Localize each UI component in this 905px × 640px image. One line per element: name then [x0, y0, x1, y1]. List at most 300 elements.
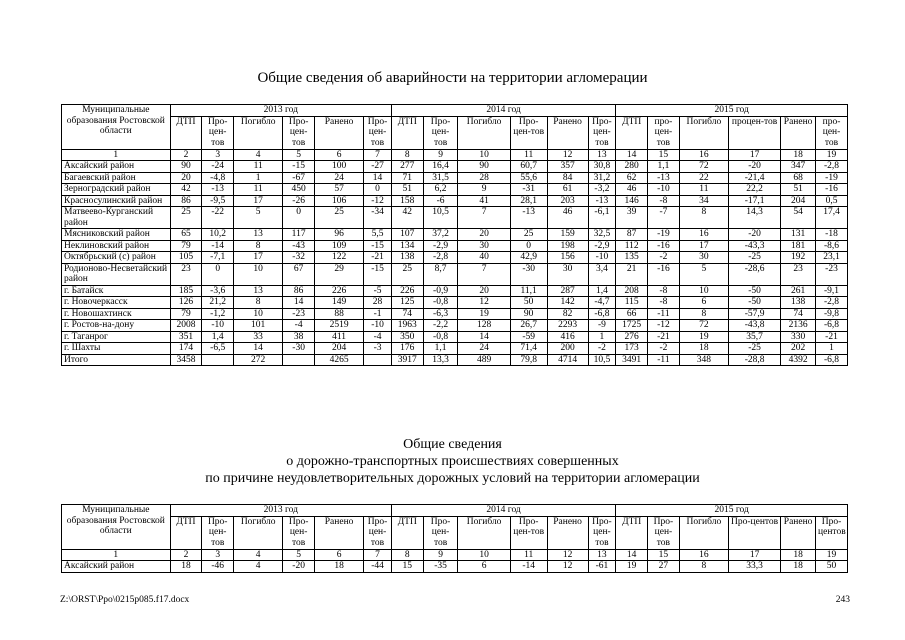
table-cell: -57,9	[728, 308, 780, 320]
district-name: Неклиновский район	[62, 240, 171, 252]
table-cell: 17	[679, 240, 728, 252]
table-cell: 350	[391, 331, 423, 343]
table-cell: 204	[315, 343, 364, 355]
table-cell: 25	[170, 207, 202, 229]
table-cell: 226	[391, 285, 423, 297]
table-cell: 272	[234, 354, 283, 366]
table-cell: -28,6	[728, 263, 780, 285]
table-cell: -50	[728, 297, 780, 309]
year-header: 2013 год	[170, 105, 391, 117]
table-row	[62, 252, 848, 264]
column-number: 14	[616, 149, 648, 161]
column-number: 16	[679, 149, 728, 161]
table-row	[62, 297, 848, 309]
table-cell: 1,4	[588, 285, 616, 297]
table-cell: 21	[616, 263, 648, 285]
table-cell: 158	[391, 195, 423, 207]
table-cell: 174	[170, 343, 202, 355]
section-title-line: Общие сведения	[403, 437, 502, 452]
road-conditions-table	[61, 504, 848, 573]
column-number: 16	[679, 549, 728, 561]
column-number: 5	[283, 149, 315, 161]
table-cell: -7,1	[202, 252, 234, 264]
table-cell: 106	[315, 195, 364, 207]
table-cell: 71	[391, 172, 423, 184]
column-number: 11	[510, 149, 547, 161]
table-cell: -20	[728, 229, 780, 241]
column-number: 13	[588, 149, 616, 161]
column-number: 3	[202, 149, 234, 161]
table-cell: 96	[315, 229, 364, 241]
column-number: 1	[62, 549, 171, 561]
table-cell: -14	[202, 240, 234, 252]
table-cell: 25	[315, 207, 364, 229]
column-header: Про-центов	[816, 516, 848, 549]
table-cell: 8	[679, 207, 728, 229]
table-cell: -16	[816, 184, 848, 196]
table-cell: 3458	[170, 354, 202, 366]
column-number: 4	[234, 549, 283, 561]
table-cell: -1,2	[202, 308, 234, 320]
column-header: Погибло	[679, 516, 728, 549]
table-cell: -2,8	[816, 297, 848, 309]
table-row	[62, 184, 848, 196]
table-cell: 22	[679, 172, 728, 184]
table-cell: -21	[648, 331, 680, 343]
district-name: Октябрьский (с) район	[62, 252, 171, 264]
header-row	[62, 105, 848, 117]
table-row	[62, 240, 848, 252]
year-header: 2013 год	[170, 505, 391, 517]
column-header: ДТП	[170, 116, 202, 149]
table-cell: 5	[234, 207, 283, 229]
table-cell: 50	[510, 297, 547, 309]
table-cell: 0	[510, 240, 547, 252]
column-header: Ранено	[781, 116, 816, 149]
column-header: про-цен-тов	[648, 116, 680, 149]
table-cell: 65	[170, 229, 202, 241]
column-header: Погибло	[458, 116, 510, 149]
year-header: 2014 год	[391, 105, 615, 117]
table-cell: 287	[547, 285, 588, 297]
table-cell: 117	[283, 229, 315, 241]
section-title-line: по причине неудовлетворительных дорожных условий на территории агломерации	[205, 471, 700, 486]
table-cell: 226	[315, 285, 364, 297]
table-cell: -13	[202, 184, 234, 196]
table-cell: 277	[391, 161, 423, 173]
table-cell: 14	[283, 297, 315, 309]
column-header: Ранено	[315, 116, 364, 149]
table-cell: 87	[616, 229, 648, 241]
table-cell: 109	[315, 240, 364, 252]
table-cell: -25	[728, 252, 780, 264]
table-cell: -3	[364, 343, 392, 355]
table-cell: 10	[234, 308, 283, 320]
table-cell: 192	[781, 252, 816, 264]
table-cell: 6,2	[423, 184, 458, 196]
table-cell: 12	[547, 561, 588, 573]
column-number: 7	[364, 149, 392, 161]
table-cell: -2,2	[423, 320, 458, 332]
table-cell: 100	[315, 161, 364, 173]
column-number: 19	[816, 549, 848, 561]
table-row	[62, 161, 848, 173]
table-cell: 79	[170, 308, 202, 320]
table-cell: 17	[234, 252, 283, 264]
table-cell: -10	[364, 320, 392, 332]
table-cell: 200	[547, 343, 588, 355]
table-cell: 11	[679, 184, 728, 196]
table-cell: 203	[547, 195, 588, 207]
year-header: 2014 год	[391, 505, 615, 517]
table-cell: -43,3	[728, 240, 780, 252]
table-cell: 101	[234, 320, 283, 332]
table-cell: 79,8	[510, 354, 547, 366]
table-cell: 4714	[547, 354, 588, 366]
table-cell: 122	[315, 252, 364, 264]
table-cell: 54	[781, 207, 816, 229]
table-cell: 90	[170, 161, 202, 173]
table-cell: 38	[283, 331, 315, 343]
district-name: г. Новошахтинск	[62, 308, 171, 320]
table-cell: 19	[458, 308, 510, 320]
table-cell: 82	[547, 308, 588, 320]
table-cell: -6,1	[588, 207, 616, 229]
column-header: Ранено	[547, 516, 588, 549]
column-number: 6	[315, 149, 364, 161]
column-number: 2	[170, 549, 202, 561]
table-cell: 18	[781, 561, 816, 573]
column-number: 8	[391, 549, 423, 561]
table-cell: -4	[283, 320, 315, 332]
table-cell: 18	[315, 561, 364, 573]
table-cell: 134	[391, 240, 423, 252]
table-cell: 126	[170, 297, 202, 309]
table-cell: 13,3	[423, 354, 458, 366]
table-cell: 3,4	[588, 263, 616, 285]
table-cell: -2	[588, 343, 616, 355]
table-cell: -35	[423, 561, 458, 573]
table-cell: 32,5	[588, 229, 616, 241]
column-header: ДТП	[616, 516, 648, 549]
table-row	[62, 172, 848, 184]
column-number: 10	[458, 549, 510, 561]
table-cell: 84	[547, 172, 588, 184]
table-cell: -19	[648, 229, 680, 241]
table-cell: 208	[616, 285, 648, 297]
table-cell: -16	[648, 240, 680, 252]
table-cell: 185	[170, 285, 202, 297]
table-cell: -6,8	[588, 308, 616, 320]
column-header: Про-цен-тов	[202, 116, 234, 149]
table-cell: -34	[364, 207, 392, 229]
table-cell	[202, 354, 234, 366]
table-cell: -26	[283, 195, 315, 207]
table-cell: -16	[648, 263, 680, 285]
table-cell: 2519	[315, 320, 364, 332]
table-cell: 30	[458, 240, 510, 252]
table-cell: 46	[547, 207, 588, 229]
table-cell: -32	[283, 252, 315, 264]
table-cell: -20	[283, 561, 315, 573]
table-cell: 0	[202, 263, 234, 285]
table-cell: 17,4	[816, 207, 848, 229]
table-cell: 42,9	[510, 252, 547, 264]
table-cell: 31,2	[588, 172, 616, 184]
table-cell: 7	[458, 207, 510, 229]
table-cell: 23	[781, 263, 816, 285]
table-cell: 66	[616, 308, 648, 320]
table-cell: 204	[781, 195, 816, 207]
page-title: Общие сведения об аварийности на территории агломерации	[257, 70, 648, 86]
table-cell: 16,4	[423, 161, 458, 173]
table-cell: -0,9	[423, 285, 458, 297]
table-cell: -12	[364, 195, 392, 207]
table-cell	[364, 354, 392, 366]
table-cell: -11	[648, 308, 680, 320]
table-cell: 128	[458, 320, 510, 332]
table-cell: 8	[234, 297, 283, 309]
table-cell: -5	[364, 285, 392, 297]
column-header: Про-цен-тов	[202, 516, 234, 549]
table-cell: -4,8	[202, 172, 234, 184]
table-cell: 1725	[616, 320, 648, 332]
table-cell: 40	[458, 252, 510, 264]
column-header: Погибло	[458, 516, 510, 549]
table-cell: 125	[391, 297, 423, 309]
table-cell: -19	[816, 172, 848, 184]
table-cell: 112	[616, 240, 648, 252]
table-cell: -10	[588, 252, 616, 264]
subheader-row	[62, 516, 848, 549]
column-header: Ранено	[315, 516, 364, 549]
table-cell: 34	[679, 195, 728, 207]
table-cell: 261	[781, 285, 816, 297]
table-cell: 10,2	[202, 229, 234, 241]
table-cell: 39	[616, 207, 648, 229]
district-name: Багаевский район	[62, 172, 171, 184]
column-header: Про-цен-тов	[364, 516, 392, 549]
table-cell: 24	[458, 343, 510, 355]
table-cell: 176	[391, 343, 423, 355]
year-header: 2015 год	[616, 505, 848, 517]
table-cell: -28,8	[728, 354, 780, 366]
column-header: процен-тов	[728, 116, 780, 149]
column-number: 8	[391, 149, 423, 161]
table-cell: -21	[364, 252, 392, 264]
column-header: Про-цен-тов	[588, 116, 616, 149]
table-cell: 55,6	[510, 172, 547, 184]
table-cell: 6	[458, 561, 510, 573]
table-cell: 2136	[781, 320, 816, 332]
table-cell: 30	[547, 263, 588, 285]
table-cell: 26,7	[510, 320, 547, 332]
column-number: 11	[510, 549, 547, 561]
table-cell: 17	[234, 195, 283, 207]
table-cell: 46	[616, 184, 648, 196]
column-number: 17	[728, 149, 780, 161]
table-cell: 1	[588, 331, 616, 343]
column-header: Погибло	[679, 116, 728, 149]
table-cell: -0,8	[423, 331, 458, 343]
table-cell: -10	[202, 320, 234, 332]
column-number: 19	[816, 149, 848, 161]
table-cell: 357	[547, 161, 588, 173]
column-number: 15	[648, 149, 680, 161]
table-cell: 7	[458, 263, 510, 285]
table-cell: -17,1	[728, 195, 780, 207]
table-cell: -15	[364, 263, 392, 285]
municipal-header: Муниципальные образования Ростовской области	[62, 505, 171, 550]
table-cell: -14	[510, 561, 547, 573]
table-cell: 351	[170, 331, 202, 343]
table-cell: 74	[781, 308, 816, 320]
table-cell: 4265	[315, 354, 364, 366]
column-header: Про-цен-тов	[648, 516, 680, 549]
table-cell: -44	[364, 561, 392, 573]
column-header: ДТП	[391, 116, 423, 149]
table-cell: 348	[679, 354, 728, 366]
table-cell: -3,6	[202, 285, 234, 297]
column-number: 17	[728, 549, 780, 561]
column-header: ДТП	[391, 516, 423, 549]
table-cell: 10	[679, 285, 728, 297]
table-cell: 30,8	[588, 161, 616, 173]
table-cell: -61	[588, 561, 616, 573]
district-name: Аксайский район	[62, 561, 171, 573]
table-cell: 37,2	[423, 229, 458, 241]
table-cell: -6,8	[816, 320, 848, 332]
table-row	[62, 195, 848, 207]
table-cell: -8,6	[816, 240, 848, 252]
table-cell: 1,1	[648, 161, 680, 173]
table-cell: -30	[510, 263, 547, 285]
table-cell: 8	[679, 561, 728, 573]
table-cell: 107	[391, 229, 423, 241]
table-cell: 0	[283, 207, 315, 229]
table-cell: 1,1	[423, 343, 458, 355]
table-cell: 88	[315, 308, 364, 320]
column-number: 5	[283, 549, 315, 561]
table-cell: 173	[616, 343, 648, 355]
column-header: Про-цен-тов	[588, 516, 616, 549]
table-cell: 142	[547, 297, 588, 309]
table-cell: 6	[679, 297, 728, 309]
table-cell: 28	[458, 172, 510, 184]
district-name: Аксайский район	[62, 161, 171, 173]
table-row	[62, 331, 848, 343]
table-cell: 4	[234, 561, 283, 573]
column-number: 10	[458, 149, 510, 161]
table-cell: 8	[679, 308, 728, 320]
table-cell: -15	[364, 240, 392, 252]
table-cell: 22,2	[728, 184, 780, 196]
column-number-row	[62, 549, 848, 561]
column-number-row	[62, 149, 848, 161]
municipal-header: Муниципальные образования Ростовской области	[62, 105, 171, 150]
district-name: Матвеево-Курганский район	[62, 207, 171, 229]
table-row	[62, 285, 848, 297]
table-cell: 347	[781, 161, 816, 173]
table-cell: -8	[648, 285, 680, 297]
table-cell: 1	[234, 172, 283, 184]
table-cell: -22	[202, 207, 234, 229]
table-cell: -23	[816, 263, 848, 285]
column-number: 12	[547, 149, 588, 161]
table-cell: 1963	[391, 320, 423, 332]
table-cell: -2,8	[423, 252, 458, 264]
table-cell: 1	[816, 343, 848, 355]
table-cell: 416	[547, 331, 588, 343]
table-cell: 50	[816, 561, 848, 573]
table-cell: 131	[781, 229, 816, 241]
table-cell: 330	[781, 331, 816, 343]
table-cell: 86	[170, 195, 202, 207]
table-cell: -12	[648, 320, 680, 332]
table-cell: 12	[458, 297, 510, 309]
table-cell: -46	[202, 561, 234, 573]
table-cell: -9	[588, 320, 616, 332]
table-cell: 90	[458, 161, 510, 173]
table-cell: -13	[588, 195, 616, 207]
table-cell: -21	[816, 331, 848, 343]
table-cell: 25	[510, 229, 547, 241]
table-cell: 71,4	[510, 343, 547, 355]
table-cell: 1,4	[202, 331, 234, 343]
table-row	[62, 354, 848, 366]
table-cell: 10,5	[423, 207, 458, 229]
table-cell: 10	[234, 263, 283, 285]
table-row	[62, 229, 848, 241]
table-cell: 72	[679, 320, 728, 332]
table-cell: 18	[170, 561, 202, 573]
column-number: 7	[364, 549, 392, 561]
column-number: 15	[648, 549, 680, 561]
table-cell: 2293	[547, 320, 588, 332]
district-name: Итого	[62, 354, 171, 366]
table-cell: 41	[458, 195, 510, 207]
table-cell: -27	[364, 161, 392, 173]
column-number: 2	[170, 149, 202, 161]
table-row	[62, 343, 848, 355]
table-row	[62, 207, 848, 229]
table-cell: 25	[391, 263, 423, 285]
table-cell: -21,4	[728, 172, 780, 184]
table-cell: 72	[679, 161, 728, 173]
table-cell: 10,5	[588, 354, 616, 366]
table-cell: 0,5	[816, 195, 848, 207]
table-cell: 57	[315, 184, 364, 196]
section-title-line: о дорожно-транспортных происшествиях совершенных	[286, 454, 619, 469]
table-cell: 20	[458, 285, 510, 297]
table-cell: -2,9	[423, 240, 458, 252]
table-cell: 8,7	[423, 263, 458, 285]
table-cell: 3917	[391, 354, 423, 366]
table-cell: 29	[315, 263, 364, 285]
table-cell: 11	[234, 184, 283, 196]
table-cell: 9	[458, 184, 510, 196]
table-cell: -6,3	[423, 308, 458, 320]
table-cell: 5,5	[364, 229, 392, 241]
table-cell: -9,8	[816, 308, 848, 320]
column-header: Погибло	[234, 516, 283, 549]
table-cell: 24	[315, 172, 364, 184]
district-name: г. Новочеркасск	[62, 297, 171, 309]
table-cell: 15	[391, 561, 423, 573]
district-name: Родионово-Несветайский район	[62, 263, 171, 285]
table-cell: -43	[283, 240, 315, 252]
table-cell: -8	[648, 195, 680, 207]
